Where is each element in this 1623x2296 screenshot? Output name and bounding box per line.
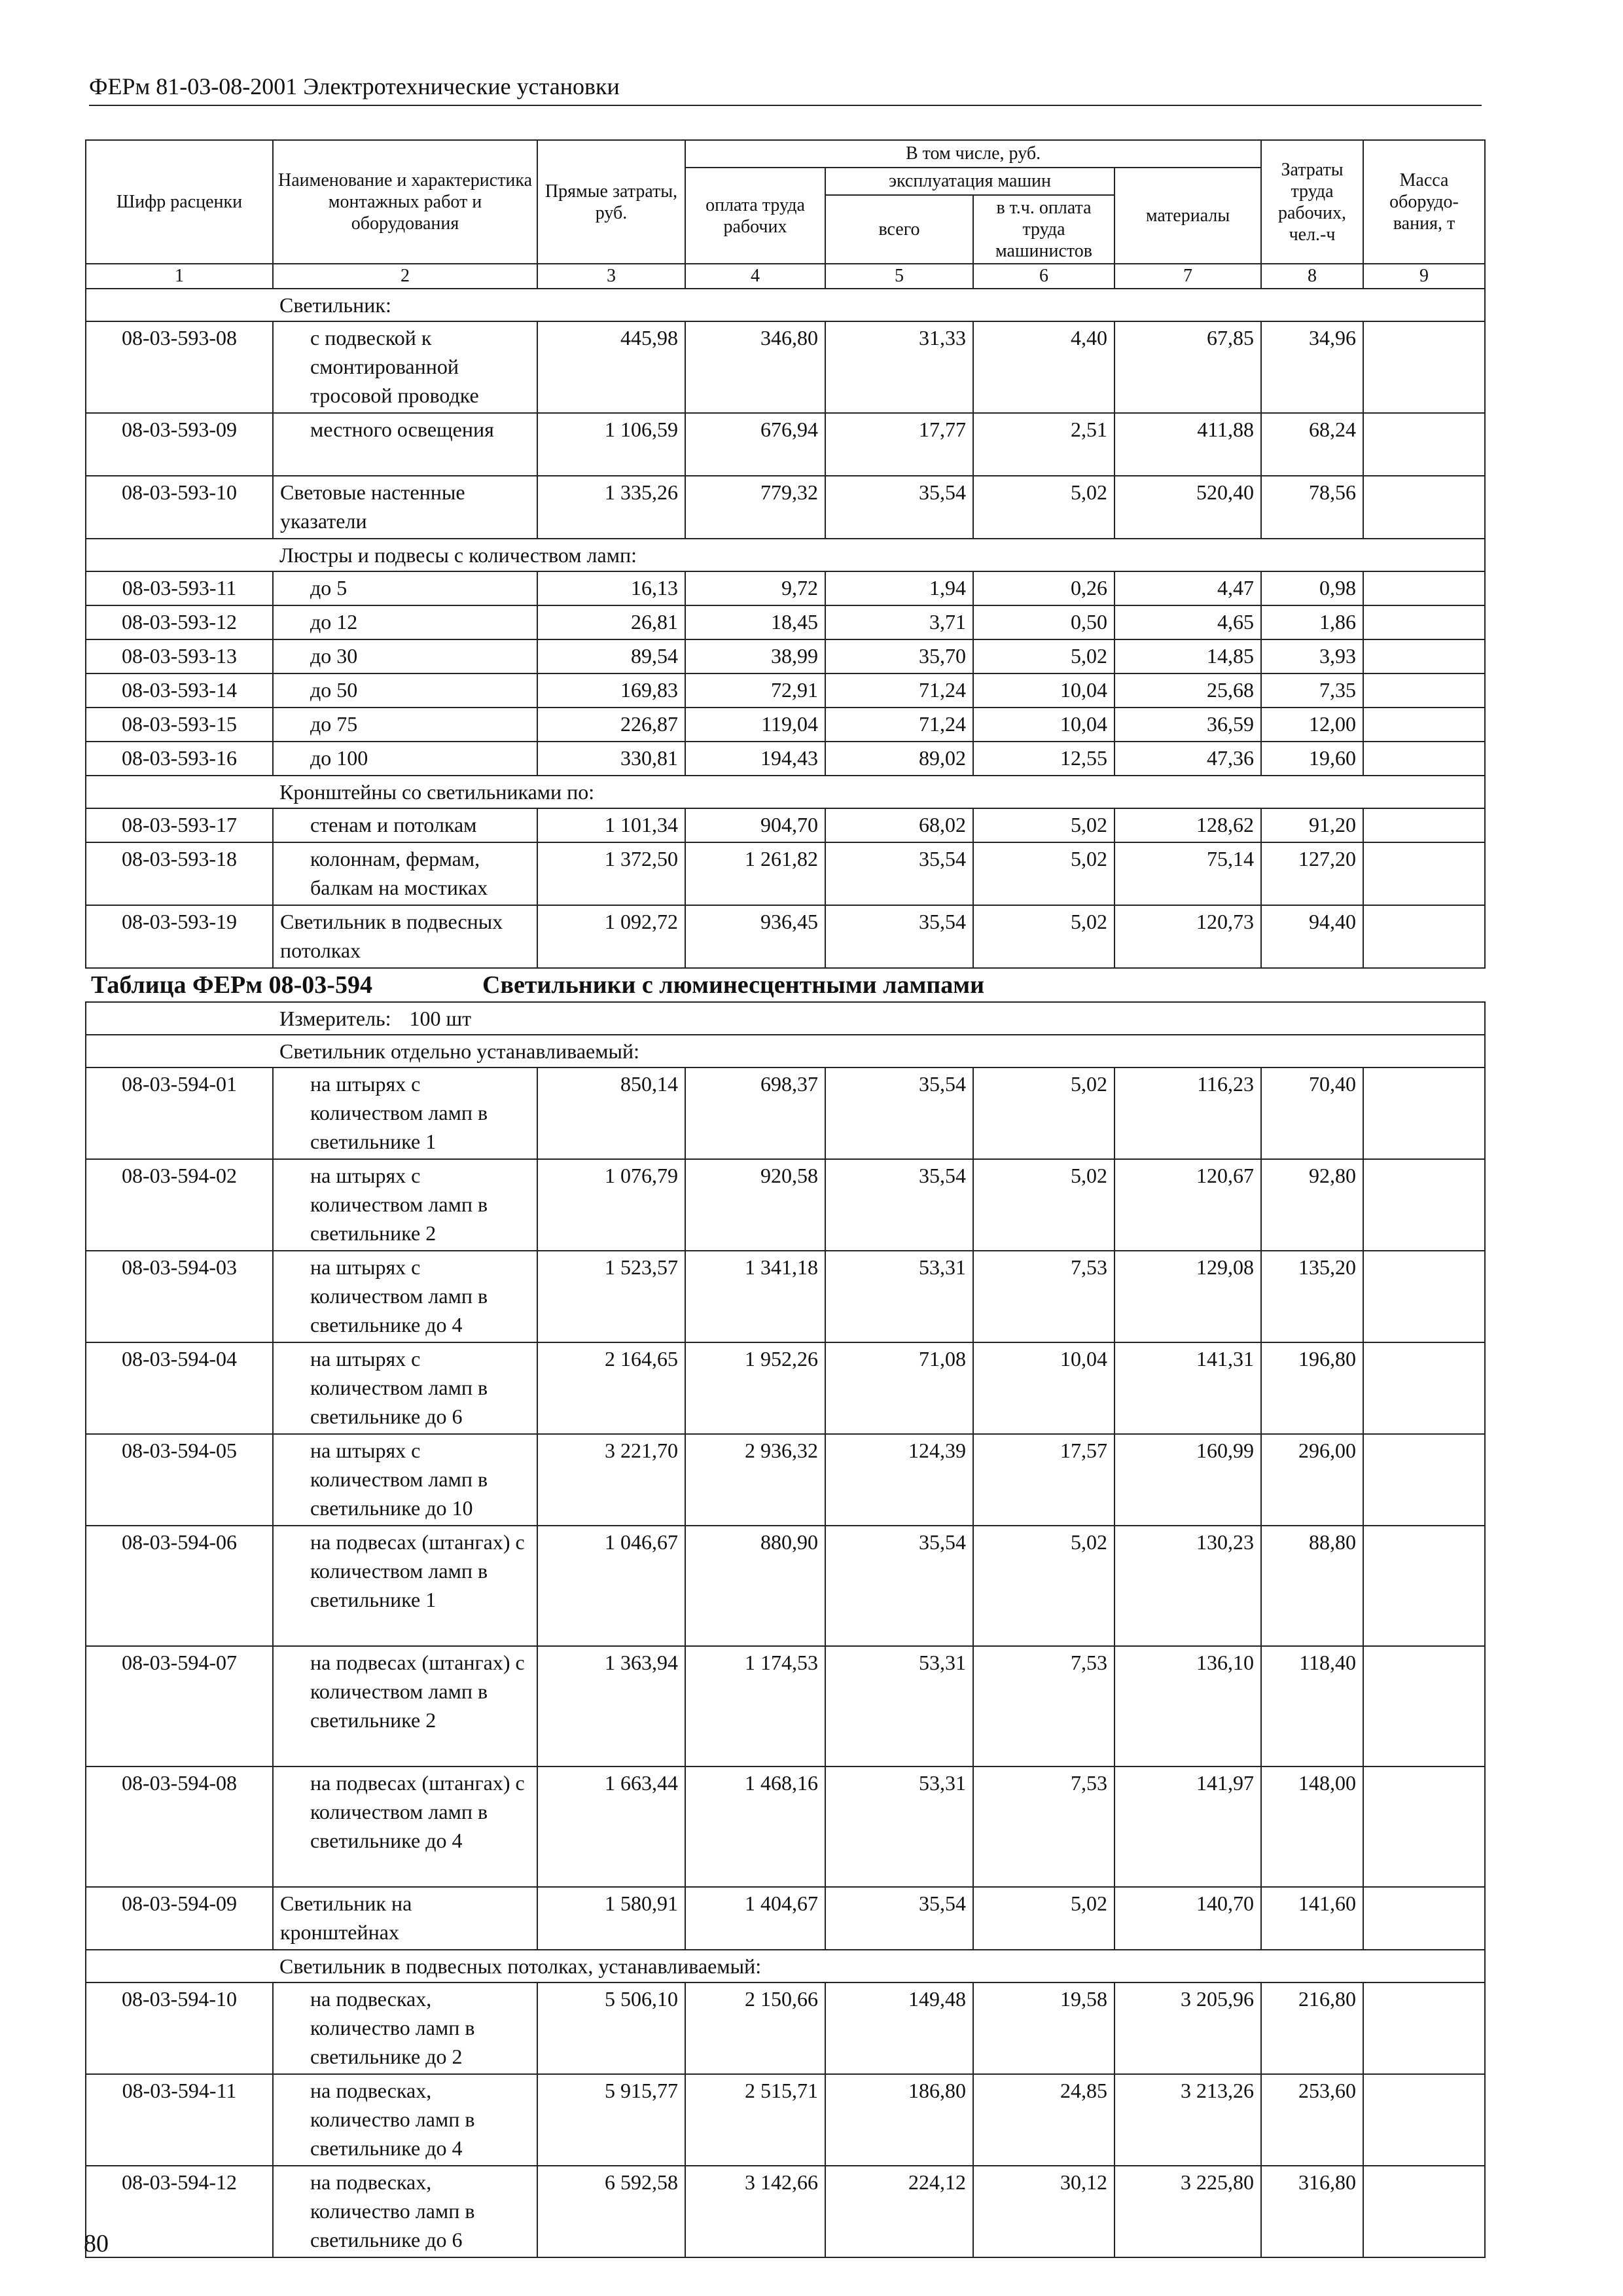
machinist-pay: 5,02 <box>973 1526 1115 1646</box>
direct-costs: 1 046,67 <box>537 1526 685 1646</box>
direct-costs: 2 164,65 <box>537 1342 685 1434</box>
machinist-pay: 7,53 <box>973 1767 1115 1887</box>
machine-ops-total: 35,54 <box>825 1159 973 1251</box>
machine-ops-total: 35,54 <box>825 1526 973 1646</box>
rate-code: 08-03-593-16 <box>86 742 273 776</box>
machinist-pay: 10,04 <box>973 1342 1115 1434</box>
machine-ops-total: 17,77 <box>825 413 973 476</box>
col-number: 2 <box>273 264 537 289</box>
machine-ops-total: 89,02 <box>825 742 973 776</box>
labor-hours: 196,80 <box>1261 1342 1363 1434</box>
labor-hours: 68,24 <box>1261 413 1363 476</box>
rate-code: 08-03-593-11 <box>86 571 273 605</box>
table-row <box>86 571 1485 605</box>
machinist-pay: 30,12 <box>973 2166 1115 2257</box>
section-code-cell <box>86 776 273 808</box>
work-name: на штырях с количеством ламп в светильнике до 6 <box>273 1342 537 1434</box>
work-name: на подвесках, количество ламп в светильнике до 2 <box>273 1982 537 2074</box>
labor-pay: 1 174,53 <box>685 1646 825 1767</box>
labor-pay: 72,91 <box>685 673 825 708</box>
table-row <box>86 808 1485 842</box>
rate-code: 08-03-594-08 <box>86 1767 273 1887</box>
rate-code: 08-03-594-05 <box>86 1434 273 1526</box>
direct-costs: 1 523,57 <box>537 1251 685 1342</box>
col-number: 3 <box>537 264 685 289</box>
labor-pay: 920,58 <box>685 1159 825 1251</box>
equipment-mass <box>1363 808 1485 842</box>
materials: 67,85 <box>1115 321 1261 413</box>
work-name: на подвесках, количество ламп в светильнике до 6 <box>273 2166 537 2257</box>
labor-hours: 216,80 <box>1261 1982 1363 2074</box>
equipment-mass <box>1363 639 1485 673</box>
labor-pay: 18,45 <box>685 605 825 639</box>
labor-hours: 253,60 <box>1261 2074 1363 2166</box>
work-name: на подвесах (штангах) с количеством ламп в светильнике 2 <box>273 1646 537 1767</box>
machinist-pay: 2,51 <box>973 413 1115 476</box>
rate-code: 08-03-593-10 <box>86 476 273 539</box>
work-name: на подвесах (штангах) с количеством ламп в светильнике до 4 <box>273 1767 537 1887</box>
direct-costs: 226,87 <box>537 708 685 742</box>
labor-hours: 12,00 <box>1261 708 1363 742</box>
equipment-mass <box>1363 673 1485 708</box>
equipment-mass <box>1363 571 1485 605</box>
section-label: Светильник в подвесных потолках, устанавливаемый: <box>273 1950 1485 1982</box>
table-row <box>86 1251 1485 1342</box>
rate-code: 08-03-593-14 <box>86 673 273 708</box>
machine-ops-total: 53,31 <box>825 1767 973 1887</box>
materials: 128,62 <box>1115 808 1261 842</box>
equipment-mass <box>1363 1067 1485 1159</box>
table-row <box>86 1159 1485 1251</box>
table-row <box>86 605 1485 639</box>
labor-pay: 936,45 <box>685 905 825 968</box>
table-row <box>86 321 1485 413</box>
labor-hours: 91,20 <box>1261 808 1363 842</box>
rate-code: 08-03-593-13 <box>86 639 273 673</box>
col-number: 6 <box>973 264 1115 289</box>
materials: 36,59 <box>1115 708 1261 742</box>
materials: 411,88 <box>1115 413 1261 476</box>
table-title-cell <box>86 968 1485 1002</box>
work-name: Световые настенные указатели <box>273 476 537 539</box>
labor-hours: 88,80 <box>1261 1526 1363 1646</box>
labor-pay: 119,04 <box>685 708 825 742</box>
work-name: Светильник на кронштейнах <box>273 1887 537 1950</box>
table-row <box>86 1767 1485 1887</box>
work-name: до 50 <box>273 673 537 708</box>
equipment-mass <box>1363 605 1485 639</box>
labor-hours: 316,80 <box>1261 2166 1363 2257</box>
table-row <box>86 1342 1485 1434</box>
work-name: на штырях с количеством ламп в светильнике 2 <box>273 1159 537 1251</box>
machine-ops-total: 35,54 <box>825 842 973 905</box>
direct-costs: 1 372,50 <box>537 842 685 905</box>
table-row <box>86 413 1485 476</box>
section-code-cell <box>86 1950 273 1982</box>
labor-hours: 127,20 <box>1261 842 1363 905</box>
table-row <box>86 639 1485 673</box>
machine-ops-total: 35,70 <box>825 639 973 673</box>
materials: 129,08 <box>1115 1251 1261 1342</box>
machinist-pay: 19,58 <box>973 1982 1115 2074</box>
rate-code: 08-03-594-10 <box>86 1982 273 2074</box>
materials: 14,85 <box>1115 639 1261 673</box>
equipment-mass <box>1363 1526 1485 1646</box>
machinist-pay: 5,02 <box>973 842 1115 905</box>
machinist-pay: 12,55 <box>973 742 1115 776</box>
labor-pay: 2 936,32 <box>685 1434 825 1526</box>
work-name: на штырях с количеством ламп в светильнике 1 <box>273 1067 537 1159</box>
direct-costs: 6 592,58 <box>537 2166 685 2257</box>
labor-pay: 194,43 <box>685 742 825 776</box>
header-row-1 <box>86 140 1485 168</box>
header-labor-cost: Затраты труда рабочих, чел.-ч <box>1261 140 1363 264</box>
section-code-cell <box>86 289 273 321</box>
table-row <box>86 742 1485 776</box>
machine-ops-total: 35,54 <box>825 476 973 539</box>
header-machine-ops: эксплуатация машин <box>825 168 1115 195</box>
machine-ops-total: 186,80 <box>825 2074 973 2166</box>
rate-code: 08-03-594-09 <box>86 1887 273 1950</box>
equipment-mass <box>1363 2166 1485 2257</box>
labor-hours: 78,56 <box>1261 476 1363 539</box>
machine-ops-total: 68,02 <box>825 808 973 842</box>
labor-hours: 92,80 <box>1261 1159 1363 1251</box>
materials: 3 205,96 <box>1115 1982 1261 2074</box>
work-name: с подвеской к смонтированной тросовой проводке <box>273 321 537 413</box>
col-number: 9 <box>1363 264 1485 289</box>
equipment-mass <box>1363 413 1485 476</box>
column-numbers-row <box>86 264 1485 289</box>
direct-costs: 445,98 <box>537 321 685 413</box>
equipment-mass <box>1363 708 1485 742</box>
labor-hours: 141,60 <box>1261 1887 1363 1950</box>
rate-code: 08-03-594-11 <box>86 2074 273 2166</box>
materials: 130,23 <box>1115 1526 1261 1646</box>
rate-code: 08-03-594-12 <box>86 2166 273 2257</box>
machine-ops-total: 71,24 <box>825 673 973 708</box>
table-title-row <box>86 968 1485 1002</box>
labor-hours: 1,86 <box>1261 605 1363 639</box>
header-code: Шифр расценки <box>86 140 273 264</box>
machinist-pay: 24,85 <box>973 2074 1115 2166</box>
table-name: Светильники с люминесцентными лампами <box>482 971 985 999</box>
header-including: В том числе, руб. <box>685 140 1261 168</box>
table-row <box>86 1526 1485 1646</box>
equipment-mass <box>1363 1434 1485 1526</box>
table-row <box>86 905 1485 968</box>
rate-code: 08-03-593-19 <box>86 905 273 968</box>
direct-costs: 1 092,72 <box>537 905 685 968</box>
page-number: 80 <box>84 2230 109 2257</box>
section-code-cell <box>86 539 273 571</box>
labor-hours: 34,96 <box>1261 321 1363 413</box>
measure-label: Измеритель: <box>279 1007 391 1030</box>
work-name: Светильник в подвесных потолках <box>273 905 537 968</box>
machinist-pay: 5,02 <box>973 808 1115 842</box>
machinist-pay: 10,04 <box>973 708 1115 742</box>
section-label: Люстры и подвесы с количеством ламп: <box>273 539 1485 571</box>
labor-pay: 1 261,82 <box>685 842 825 905</box>
labor-pay: 1 404,67 <box>685 1887 825 1950</box>
direct-costs: 330,81 <box>537 742 685 776</box>
section-code-cell <box>86 1035 273 1067</box>
machine-ops-total: 71,08 <box>825 1342 973 1434</box>
section-row <box>86 289 1485 321</box>
col-number: 5 <box>825 264 973 289</box>
direct-costs: 1 580,91 <box>537 1887 685 1950</box>
direct-costs: 1 363,94 <box>537 1646 685 1767</box>
machine-ops-total: 224,12 <box>825 2166 973 2257</box>
materials: 75,14 <box>1115 842 1261 905</box>
table-row <box>86 708 1485 742</box>
equipment-mass <box>1363 842 1485 905</box>
rate-code: 08-03-594-06 <box>86 1526 273 1646</box>
rate-code: 08-03-593-09 <box>86 413 273 476</box>
table-row <box>86 1982 1485 2074</box>
rate-code: 08-03-594-02 <box>86 1159 273 1251</box>
equipment-mass <box>1363 1342 1485 1434</box>
equipment-mass <box>1363 742 1485 776</box>
table-row <box>86 1067 1485 1159</box>
table-number: Таблица ФЕРм 08-03-594 <box>91 971 372 999</box>
col-number: 8 <box>1261 264 1363 289</box>
equipment-mass <box>1363 1767 1485 1887</box>
direct-costs: 850,14 <box>537 1067 685 1159</box>
materials: 116,23 <box>1115 1067 1261 1159</box>
labor-pay: 1 341,18 <box>685 1251 825 1342</box>
rate-code: 08-03-593-08 <box>86 321 273 413</box>
work-name: до 75 <box>273 708 537 742</box>
labor-pay: 1 952,26 <box>685 1342 825 1434</box>
labor-hours: 135,20 <box>1261 1251 1363 1342</box>
table-row <box>86 1434 1485 1526</box>
table-row <box>86 476 1485 539</box>
measure-row <box>86 1002 1485 1035</box>
work-name: на штырях с количеством ламп в светильнике до 4 <box>273 1251 537 1342</box>
labor-hours: 0,98 <box>1261 571 1363 605</box>
section-label: Светильник: <box>273 289 1485 321</box>
direct-costs: 3 221,70 <box>537 1434 685 1526</box>
work-name: до 30 <box>273 639 537 673</box>
header-direct: Прямые затраты, руб. <box>537 140 685 264</box>
materials: 25,68 <box>1115 673 1261 708</box>
direct-costs: 5 506,10 <box>537 1982 685 2074</box>
direct-costs: 1 076,79 <box>537 1159 685 1251</box>
rate-code: 08-03-593-12 <box>86 605 273 639</box>
labor-hours: 3,93 <box>1261 639 1363 673</box>
machinist-pay: 7,53 <box>973 1251 1115 1342</box>
direct-costs: 169,83 <box>537 673 685 708</box>
materials: 4,65 <box>1115 605 1261 639</box>
equipment-mass <box>1363 321 1485 413</box>
labor-pay: 9,72 <box>685 571 825 605</box>
equipment-mass <box>1363 1251 1485 1342</box>
direct-costs: 1 663,44 <box>537 1767 685 1887</box>
materials: 520,40 <box>1115 476 1261 539</box>
materials: 3 225,80 <box>1115 2166 1261 2257</box>
direct-costs: 1 106,59 <box>537 413 685 476</box>
machinist-pay: 0,26 <box>973 571 1115 605</box>
materials: 47,36 <box>1115 742 1261 776</box>
section-row <box>86 1035 1485 1067</box>
machinist-pay: 4,40 <box>973 321 1115 413</box>
machinist-pay: 5,02 <box>973 1887 1115 1950</box>
work-name: до 5 <box>273 571 537 605</box>
direct-costs: 1 335,26 <box>537 476 685 539</box>
col-number: 7 <box>1115 264 1261 289</box>
work-name: до 12 <box>273 605 537 639</box>
labor-pay: 346,80 <box>685 321 825 413</box>
section-row <box>86 1950 1485 1982</box>
materials: 141,97 <box>1115 1767 1261 1887</box>
measure-value: 100 шт <box>409 1007 472 1030</box>
work-name: на подвесках, количество ламп в светильнике до 4 <box>273 2074 537 2166</box>
labor-hours: 7,35 <box>1261 673 1363 708</box>
table-row <box>86 2166 1485 2257</box>
rate-code: 08-03-593-15 <box>86 708 273 742</box>
document-header: ФЕРм 81-03-08-2001 Электротехнические установки <box>89 73 1482 106</box>
labor-hours: 19,60 <box>1261 742 1363 776</box>
price-table <box>85 139 1486 2258</box>
labor-pay: 880,90 <box>685 1526 825 1646</box>
machinist-pay: 5,02 <box>973 1067 1115 1159</box>
direct-costs: 5 915,77 <box>537 2074 685 2166</box>
measure-code-cell <box>86 1002 273 1035</box>
machinist-pay: 5,02 <box>973 639 1115 673</box>
labor-pay: 1 468,16 <box>685 1767 825 1887</box>
header-machinist-pay: в т.ч. оплата труда машинистов <box>973 195 1115 264</box>
direct-costs: 1 101,34 <box>537 808 685 842</box>
table-body <box>86 140 1485 2257</box>
machinist-pay: 5,02 <box>973 905 1115 968</box>
work-name: колоннам, фермам, балкам на мостиках <box>273 842 537 905</box>
labor-pay: 779,32 <box>685 476 825 539</box>
header-labor-pay: оплата труда рабочих <box>685 168 825 264</box>
section-row <box>86 776 1485 808</box>
machinist-pay: 7,53 <box>973 1646 1115 1767</box>
labor-pay: 2 515,71 <box>685 2074 825 2166</box>
machine-ops-total: 35,54 <box>825 905 973 968</box>
section-label: Светильник отдельно устанавливаемый: <box>273 1035 1485 1067</box>
table-row <box>86 842 1485 905</box>
header-materials: материалы <box>1115 168 1261 264</box>
materials: 120,67 <box>1115 1159 1261 1251</box>
machinist-pay: 5,02 <box>973 476 1115 539</box>
direct-costs: 16,13 <box>537 571 685 605</box>
machinist-pay: 10,04 <box>973 673 1115 708</box>
machine-ops-total: 1,94 <box>825 571 973 605</box>
labor-pay: 3 142,66 <box>685 2166 825 2257</box>
table-row <box>86 1646 1485 1767</box>
direct-costs: 26,81 <box>537 605 685 639</box>
materials: 4,47 <box>1115 571 1261 605</box>
materials: 120,73 <box>1115 905 1261 968</box>
labor-hours: 118,40 <box>1261 1646 1363 1767</box>
rate-code: 08-03-593-17 <box>86 808 273 842</box>
header-name: Наименование и характеристика монтажных работ и оборудования <box>273 140 537 264</box>
direct-costs: 89,54 <box>537 639 685 673</box>
labor-hours: 296,00 <box>1261 1434 1363 1526</box>
machine-ops-total: 71,24 <box>825 708 973 742</box>
materials: 136,10 <box>1115 1646 1261 1767</box>
equipment-mass <box>1363 1887 1485 1950</box>
machinist-pay: 5,02 <box>973 1159 1115 1251</box>
equipment-mass <box>1363 1982 1485 2074</box>
labor-pay: 2 150,66 <box>685 1982 825 2074</box>
machine-ops-total: 3,71 <box>825 605 973 639</box>
machinist-pay: 0,50 <box>973 605 1115 639</box>
labor-hours: 70,40 <box>1261 1067 1363 1159</box>
col-number: 4 <box>685 264 825 289</box>
equipment-mass <box>1363 905 1485 968</box>
section-label: Кронштейны со светильниками по: <box>273 776 1485 808</box>
machine-ops-total: 35,54 <box>825 1067 973 1159</box>
machinist-pay: 17,57 <box>973 1434 1115 1526</box>
header-total: всего <box>825 195 973 264</box>
equipment-mass <box>1363 1159 1485 1251</box>
equipment-mass <box>1363 2074 1485 2166</box>
materials: 3 213,26 <box>1115 2074 1261 2166</box>
labor-pay: 698,37 <box>685 1067 825 1159</box>
work-name: местного освещения <box>273 413 537 476</box>
table-row <box>86 2074 1485 2166</box>
header-equipment-mass: Масса оборудо-вания, т <box>1363 140 1485 264</box>
measure-cell <box>273 1002 1485 1035</box>
work-name: стенам и потолкам <box>273 808 537 842</box>
table-row <box>86 1887 1485 1950</box>
labor-hours: 148,00 <box>1261 1767 1363 1887</box>
labor-pay: 904,70 <box>685 808 825 842</box>
machine-ops-total: 53,31 <box>825 1646 973 1767</box>
machine-ops-total: 124,39 <box>825 1434 973 1526</box>
equipment-mass <box>1363 476 1485 539</box>
machine-ops-total: 149,48 <box>825 1982 973 2074</box>
machine-ops-total: 35,54 <box>825 1887 973 1950</box>
rate-code: 08-03-594-04 <box>86 1342 273 1434</box>
labor-pay: 38,99 <box>685 639 825 673</box>
labor-hours: 94,40 <box>1261 905 1363 968</box>
rate-code: 08-03-594-03 <box>86 1251 273 1342</box>
equipment-mass <box>1363 1646 1485 1767</box>
rate-code: 08-03-594-07 <box>86 1646 273 1767</box>
col-number: 1 <box>86 264 273 289</box>
table-row <box>86 673 1485 708</box>
machine-ops-total: 31,33 <box>825 321 973 413</box>
work-name: на штырях с количеством ламп в светильнике до 10 <box>273 1434 537 1526</box>
materials: 160,99 <box>1115 1434 1261 1526</box>
labor-pay: 676,94 <box>685 413 825 476</box>
work-name: на подвесах (штангах) с количеством ламп в светильнике 1 <box>273 1526 537 1646</box>
work-name: до 100 <box>273 742 537 776</box>
materials: 140,70 <box>1115 1887 1261 1950</box>
section-row <box>86 539 1485 571</box>
rate-code: 08-03-594-01 <box>86 1067 273 1159</box>
materials: 141,31 <box>1115 1342 1261 1434</box>
rate-code: 08-03-593-18 <box>86 842 273 905</box>
machine-ops-total: 53,31 <box>825 1251 973 1342</box>
